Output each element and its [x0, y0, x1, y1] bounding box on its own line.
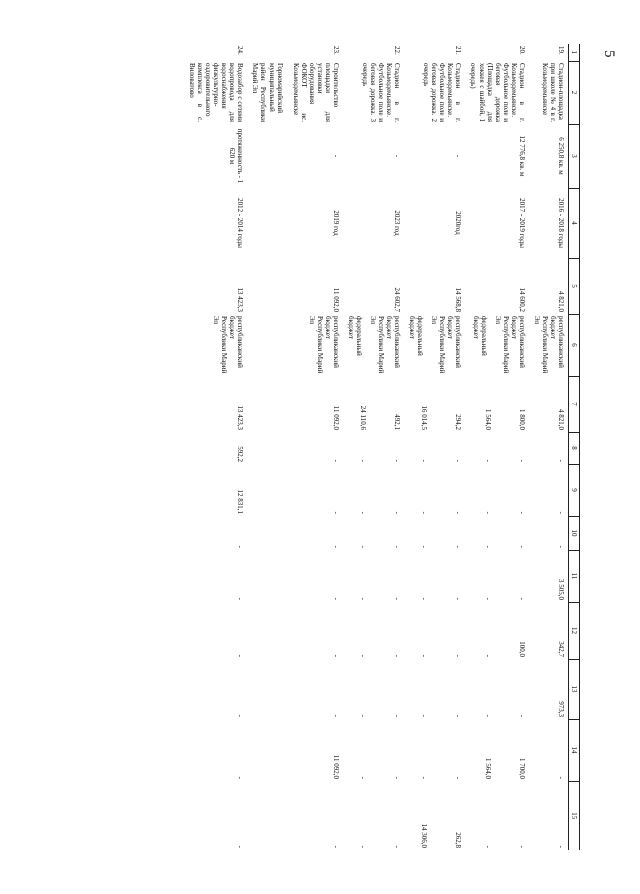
funding-source [404, 314, 465, 376]
table-row [184, 44, 247, 850]
total-cost: 11 092,0 [331, 287, 340, 312]
object-name [465, 61, 528, 124]
amount-c10 [184, 516, 247, 550]
amount-c14 [184, 719, 247, 781]
column-header-12: 12 [568, 602, 579, 659]
amount-c8 [247, 432, 342, 464]
column-header-4: 4 [568, 188, 579, 258]
capacity: 12 776,8 кв. м [517, 135, 526, 177]
cell-value: 100,0 [517, 641, 526, 657]
cell-value: - [454, 511, 463, 514]
amount-c12 [184, 602, 247, 659]
cell-value: 12 831,1 [236, 489, 245, 514]
amount-c14 [247, 719, 342, 781]
amount-c14 [343, 719, 404, 781]
amount-c15 [404, 781, 465, 850]
object-name-text: Стадион в г. Козьмодемьянске. Футбольное поле и беговая дорожка (Площадка для хоккея с шайбой, 1 очередь) [469, 63, 526, 122]
amount-c8 [404, 432, 465, 464]
amount-c12 [404, 602, 465, 659]
object-name-text: Стадион в г. Козьмодемьянске. Футбольное поле и беговая дорожка. 2 очередь [422, 63, 463, 122]
amount-c10 [404, 516, 465, 550]
cell-value: - [483, 597, 492, 600]
cell-value: - [454, 776, 463, 779]
cell-value: 11 092,0 [331, 405, 340, 430]
amount-c15 [343, 781, 404, 850]
table-row [529, 44, 569, 850]
cell-value: - [359, 845, 368, 848]
funding-source-text: федеральный бюджет [346, 316, 363, 356]
cell-value: - [393, 511, 402, 514]
cell-value: 262,8 [454, 832, 463, 848]
object-name-text: Стадион в г. Козьмодемьянске. Футбольное поле и беговая дорожка. 3 очередь [360, 63, 402, 122]
table-row [247, 44, 342, 850]
period: 2017 - 2019 годы [517, 198, 526, 248]
cell-value: - [483, 459, 492, 462]
cell-value: - [331, 511, 340, 514]
period: 2020год [454, 211, 463, 235]
cell-value: - [517, 459, 526, 462]
cell-value: 3 505,0 [556, 579, 565, 600]
cell-value: 1 800,0 [517, 409, 526, 430]
cell-value: - [420, 545, 429, 548]
cell-value: - [420, 511, 429, 514]
page-number: 5 [601, 50, 617, 58]
funding-source [247, 314, 342, 376]
funding-source-text: республиканский бюджет Республики Марий Эл [430, 316, 463, 374]
cell-value: - [393, 776, 402, 779]
cell-value: 592,2 [236, 446, 245, 462]
cell-value: 4 821,0 [556, 409, 565, 430]
amount-c8 [465, 432, 528, 464]
cell-value: - [420, 597, 429, 600]
cell-value: - [236, 714, 245, 717]
amount-c11 [247, 550, 342, 602]
amount-c7 [404, 376, 465, 432]
funding-source-text: республиканский бюджет Республики Марий Эл [212, 316, 245, 374]
amount-c7 [247, 376, 342, 432]
cell-value: - [331, 597, 340, 600]
cell-value: - [517, 545, 526, 548]
funding-source-text: республиканский бюджет Республики Марий Эл [493, 316, 526, 374]
amount-c9 [529, 464, 569, 516]
amount-c9 [184, 464, 247, 516]
table-row [343, 44, 404, 850]
object-name [404, 61, 465, 124]
column-header-1: 1 [568, 44, 579, 61]
table-row [465, 44, 528, 850]
amount-c7 [465, 376, 528, 432]
cell-value: - [359, 776, 368, 779]
period: 2012 - 2014 годы [236, 198, 245, 248]
total-cost: 14 568,8 [454, 287, 463, 312]
cell-value: - [454, 459, 463, 462]
funding-source [529, 314, 569, 376]
cell-value: 24 110,6 [359, 405, 368, 430]
cell-value: - [331, 545, 340, 548]
cell-value: - [420, 459, 429, 462]
amount-c15 [529, 781, 569, 850]
cell-value: - [420, 714, 429, 717]
object-name [184, 61, 247, 124]
column-header-5: 5 [568, 258, 579, 314]
amount-c8 [184, 432, 247, 464]
cell-value: - [556, 459, 565, 462]
total-cost: 14 600,2 [517, 287, 526, 312]
funding-source-text: республиканский бюджет Республики Марий Эл [369, 316, 402, 374]
funding-source-text: республиканский бюджет Республики Марий Эл [532, 316, 565, 374]
column-header-15: 15 [568, 781, 579, 850]
cell-value: - [556, 511, 565, 514]
row-number: 23. [331, 46, 340, 55]
cell-value: 13 423,3 [236, 405, 245, 430]
total-cost: 4 821,0 [556, 291, 565, 312]
cell-value: - [556, 545, 565, 548]
object-name [529, 61, 569, 124]
funding-source-text: федеральный бюджет [408, 316, 425, 356]
funding-source [465, 314, 528, 376]
cell-value: - [359, 654, 368, 657]
cell-value: - [420, 654, 429, 657]
period: 2019 год [331, 210, 340, 236]
cell-value: 1 564,0 [483, 409, 492, 430]
column-header-9: 9 [568, 464, 579, 516]
amount-c12 [529, 602, 569, 659]
column-header-7: 7 [568, 376, 579, 432]
amount-c8 [529, 432, 569, 464]
cell-value: - [393, 459, 402, 462]
cell-value: - [454, 597, 463, 600]
funding-source [184, 314, 247, 376]
cell-value: - [393, 845, 402, 848]
cell-value: - [359, 459, 368, 462]
amount-c9 [404, 464, 465, 516]
amount-c9 [343, 464, 404, 516]
amount-c12 [465, 602, 528, 659]
cell-value: 16 014,5 [420, 405, 429, 430]
capacity: - [454, 154, 463, 158]
amount-c11 [465, 550, 528, 602]
amount-c15 [247, 781, 342, 850]
column-header-10: 10 [568, 516, 579, 550]
amount-c11 [404, 550, 465, 602]
amount-c11 [184, 550, 247, 602]
funding-source-text: федеральный бюджет [471, 316, 488, 356]
cell-value: - [483, 845, 492, 848]
amount-c9 [465, 464, 528, 516]
cell-value: - [483, 511, 492, 514]
amount-c11 [529, 550, 569, 602]
cell-value: - [236, 845, 245, 848]
column-header-2: 2 [568, 61, 579, 124]
amount-c13 [529, 659, 569, 719]
capacity: - [393, 154, 402, 158]
object-name [343, 61, 404, 124]
row-number: 19. [556, 46, 565, 55]
object-name-text: Строительство площадки для установки оборудования ФОКОТ ис. Козьмодемьянске [291, 63, 340, 122]
cell-value: - [359, 545, 368, 548]
cell-value: - [556, 776, 565, 779]
cell-value: - [359, 597, 368, 600]
cell-value: - [359, 714, 368, 717]
investment-table [184, 44, 580, 850]
object-name-text: Водозабор с сетями водопровода для водоснабжения физкультурно-оздоровительного комплекса в с. Виловатово [188, 63, 245, 122]
column-header-13: 13 [568, 659, 579, 719]
funding-source [343, 314, 404, 376]
amount-c10 [465, 516, 528, 550]
cell-value: - [454, 545, 463, 548]
cell-value: - [331, 845, 340, 848]
cell-value: - [236, 545, 245, 548]
cell-value: 294,2 [454, 414, 463, 430]
amount-c12 [247, 602, 342, 659]
amount-c14 [404, 719, 465, 781]
cell-value: - [331, 654, 340, 657]
amount-c13 [247, 659, 342, 719]
cell-value: 973,3 [556, 701, 565, 717]
column-number-header [568, 44, 579, 850]
cell-value: - [393, 654, 402, 657]
row-number: 22. [393, 46, 402, 55]
amount-c7 [343, 376, 404, 432]
column-header-3: 3 [568, 124, 579, 188]
amount-c13 [184, 659, 247, 719]
amount-c12 [343, 602, 404, 659]
cell-value: - [517, 845, 526, 848]
amount-c10 [529, 516, 569, 550]
amount-c10 [247, 516, 342, 550]
amount-c13 [404, 659, 465, 719]
column-header-14: 14 [568, 719, 579, 781]
cell-value: - [454, 714, 463, 717]
cell-value: - [517, 597, 526, 600]
capacity: - [331, 154, 340, 158]
cell-value: 1 564,0 [483, 758, 492, 779]
funding-source-text: республиканский бюджет Республики Марий Эл [307, 316, 340, 374]
cell-value: - [236, 776, 245, 779]
amount-c7 [529, 376, 569, 432]
cell-value: - [556, 845, 565, 848]
cell-value: - [393, 597, 402, 600]
period: 2023 год [393, 210, 402, 236]
cell-value: - [483, 714, 492, 717]
object-name-text: Стадион-площадка при школе № 4 в г. Козьмодемьянске [540, 63, 565, 122]
amount-c14 [529, 719, 569, 781]
cell-value: 492,1 [393, 414, 402, 430]
object-name [247, 61, 342, 124]
cell-value: - [517, 511, 526, 514]
cell-value: - [483, 545, 492, 548]
cell-value: 1 700,0 [517, 758, 526, 779]
row-number: 20. [517, 46, 526, 55]
cell-value: - [236, 654, 245, 657]
cell-value: - [236, 597, 245, 600]
column-header-6: 6 [568, 314, 579, 376]
rotated-table-wrapper [130, 44, 580, 850]
cell-value: 342,7 [556, 641, 565, 657]
cell-value: - [331, 714, 340, 717]
period: 2016 - 2018 годы [556, 198, 565, 248]
row-number: 24. [236, 46, 245, 55]
amount-c13 [465, 659, 528, 719]
total-cost: 24 602,7 [393, 287, 402, 312]
amount-c7 [184, 376, 247, 432]
amount-c15 [465, 781, 528, 850]
row-number: 21. [454, 46, 463, 55]
cell-value: - [483, 654, 492, 657]
cell-value: - [331, 459, 340, 462]
table-row [404, 44, 465, 850]
cell-value: 11 092,0 [331, 754, 340, 779]
amount-c14 [465, 719, 528, 781]
amount-c11 [343, 550, 404, 602]
amount-c8 [343, 432, 404, 464]
object-location-text: Горномарийский муниципальный район Республики Марий Эл [251, 63, 284, 122]
amount-c9 [247, 464, 342, 516]
amount-c15 [184, 781, 247, 850]
cell-value: - [393, 714, 402, 717]
amount-c10 [343, 516, 404, 550]
capacity: протяженность - 1 620 м [228, 128, 245, 184]
cell-value: - [359, 511, 368, 514]
column-header-11: 11 [568, 550, 579, 602]
table-body [184, 44, 579, 850]
capacity: 6 250,8 кв. м [556, 137, 565, 175]
cell-value: - [420, 776, 429, 779]
total-cost: 13 423,3 [236, 287, 245, 312]
cell-value: - [517, 714, 526, 717]
column-header-8: 8 [568, 432, 579, 464]
cell-value: 14 306,0 [420, 823, 429, 848]
cell-value: - [393, 545, 402, 548]
cell-value: - [454, 654, 463, 657]
amount-c13 [343, 659, 404, 719]
